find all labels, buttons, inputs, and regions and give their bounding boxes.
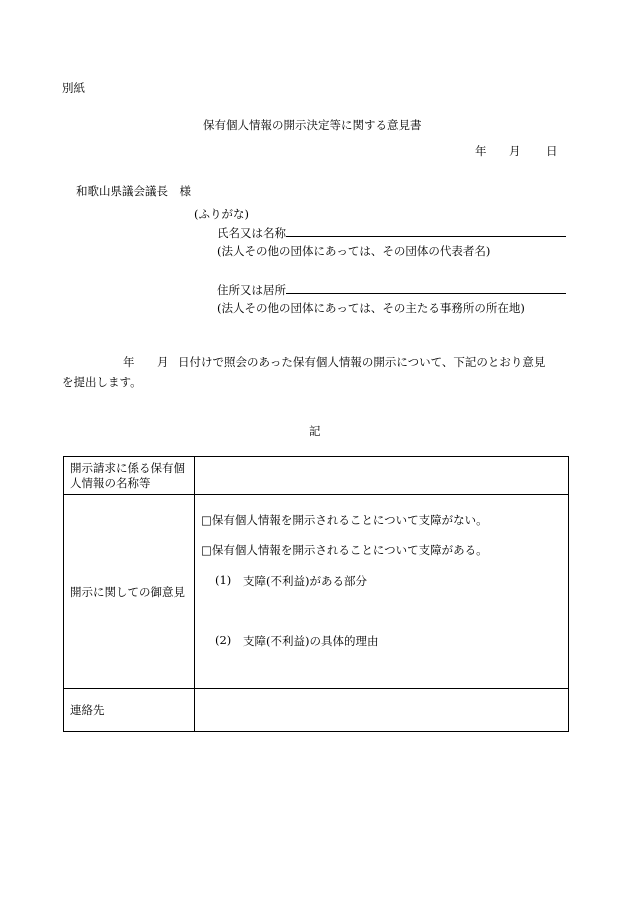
date-year-label: 年 xyxy=(475,144,487,158)
option-issue[interactable]: □保有個人情報を開示されることについて支障がある。 xyxy=(201,543,488,557)
date-month-label: 月 xyxy=(509,144,521,158)
name-row xyxy=(217,223,566,241)
name-field-line[interactable] xyxy=(286,223,566,237)
address-row xyxy=(217,280,566,298)
contact-label: 連絡先 xyxy=(64,689,195,732)
date-day-label: 日 xyxy=(546,144,558,158)
table-row-contact xyxy=(64,689,569,732)
address-label: 住所又は居所 xyxy=(217,283,286,297)
sub-item-1-number: (1) xyxy=(215,573,232,587)
sub-item-1-text: 支障(不利益)がある部分 xyxy=(243,574,367,588)
table-row-document-name xyxy=(64,457,569,495)
document-name-label xyxy=(64,457,195,495)
document-title: 保有個人情報の開示決定等に関する意見書 xyxy=(203,118,422,132)
opinion-value xyxy=(195,495,569,689)
table-row-opinion xyxy=(64,495,569,689)
address-field-line[interactable] xyxy=(286,280,566,294)
addressee: 和歌山県議会議長 様 xyxy=(76,184,191,198)
opinion-label: 開示に関しての御意見 xyxy=(64,495,195,689)
address-note: (法人その他の団体にあっては、その主たる事務所の所在地) xyxy=(217,301,525,315)
contact-value[interactable] xyxy=(195,689,569,732)
sub-item-2-number: (2) xyxy=(215,633,232,647)
body-line1: 日付けで照会のあった保有個人情報の開示について、下記のとおり意見 xyxy=(178,355,546,369)
furigana-label: (ふりがな) xyxy=(194,207,249,221)
document-name-label-line2: 人情報の名称等 xyxy=(70,475,151,490)
name-label: 氏名又は名称 xyxy=(217,226,286,240)
opinion-form-table xyxy=(63,456,569,732)
body-month: 月 xyxy=(157,355,169,369)
document-name-label-line1: 開示請求に係る保有個 xyxy=(70,460,185,475)
body-year: 年 xyxy=(123,355,135,369)
body-line2: を提出します。 xyxy=(62,375,142,389)
name-note: (法人その他の団体にあっては、その団体の代表者名) xyxy=(217,244,491,258)
ki-heading: 記 xyxy=(309,424,321,438)
attachment-label: 別紙 xyxy=(62,81,85,95)
option-no-issue[interactable]: □保有個人情報を開示されることについて支障がない。 xyxy=(201,513,488,527)
sub-item-2-text: 支障(不利益)の具体的理由 xyxy=(243,634,379,648)
document-name-value[interactable] xyxy=(195,457,569,495)
